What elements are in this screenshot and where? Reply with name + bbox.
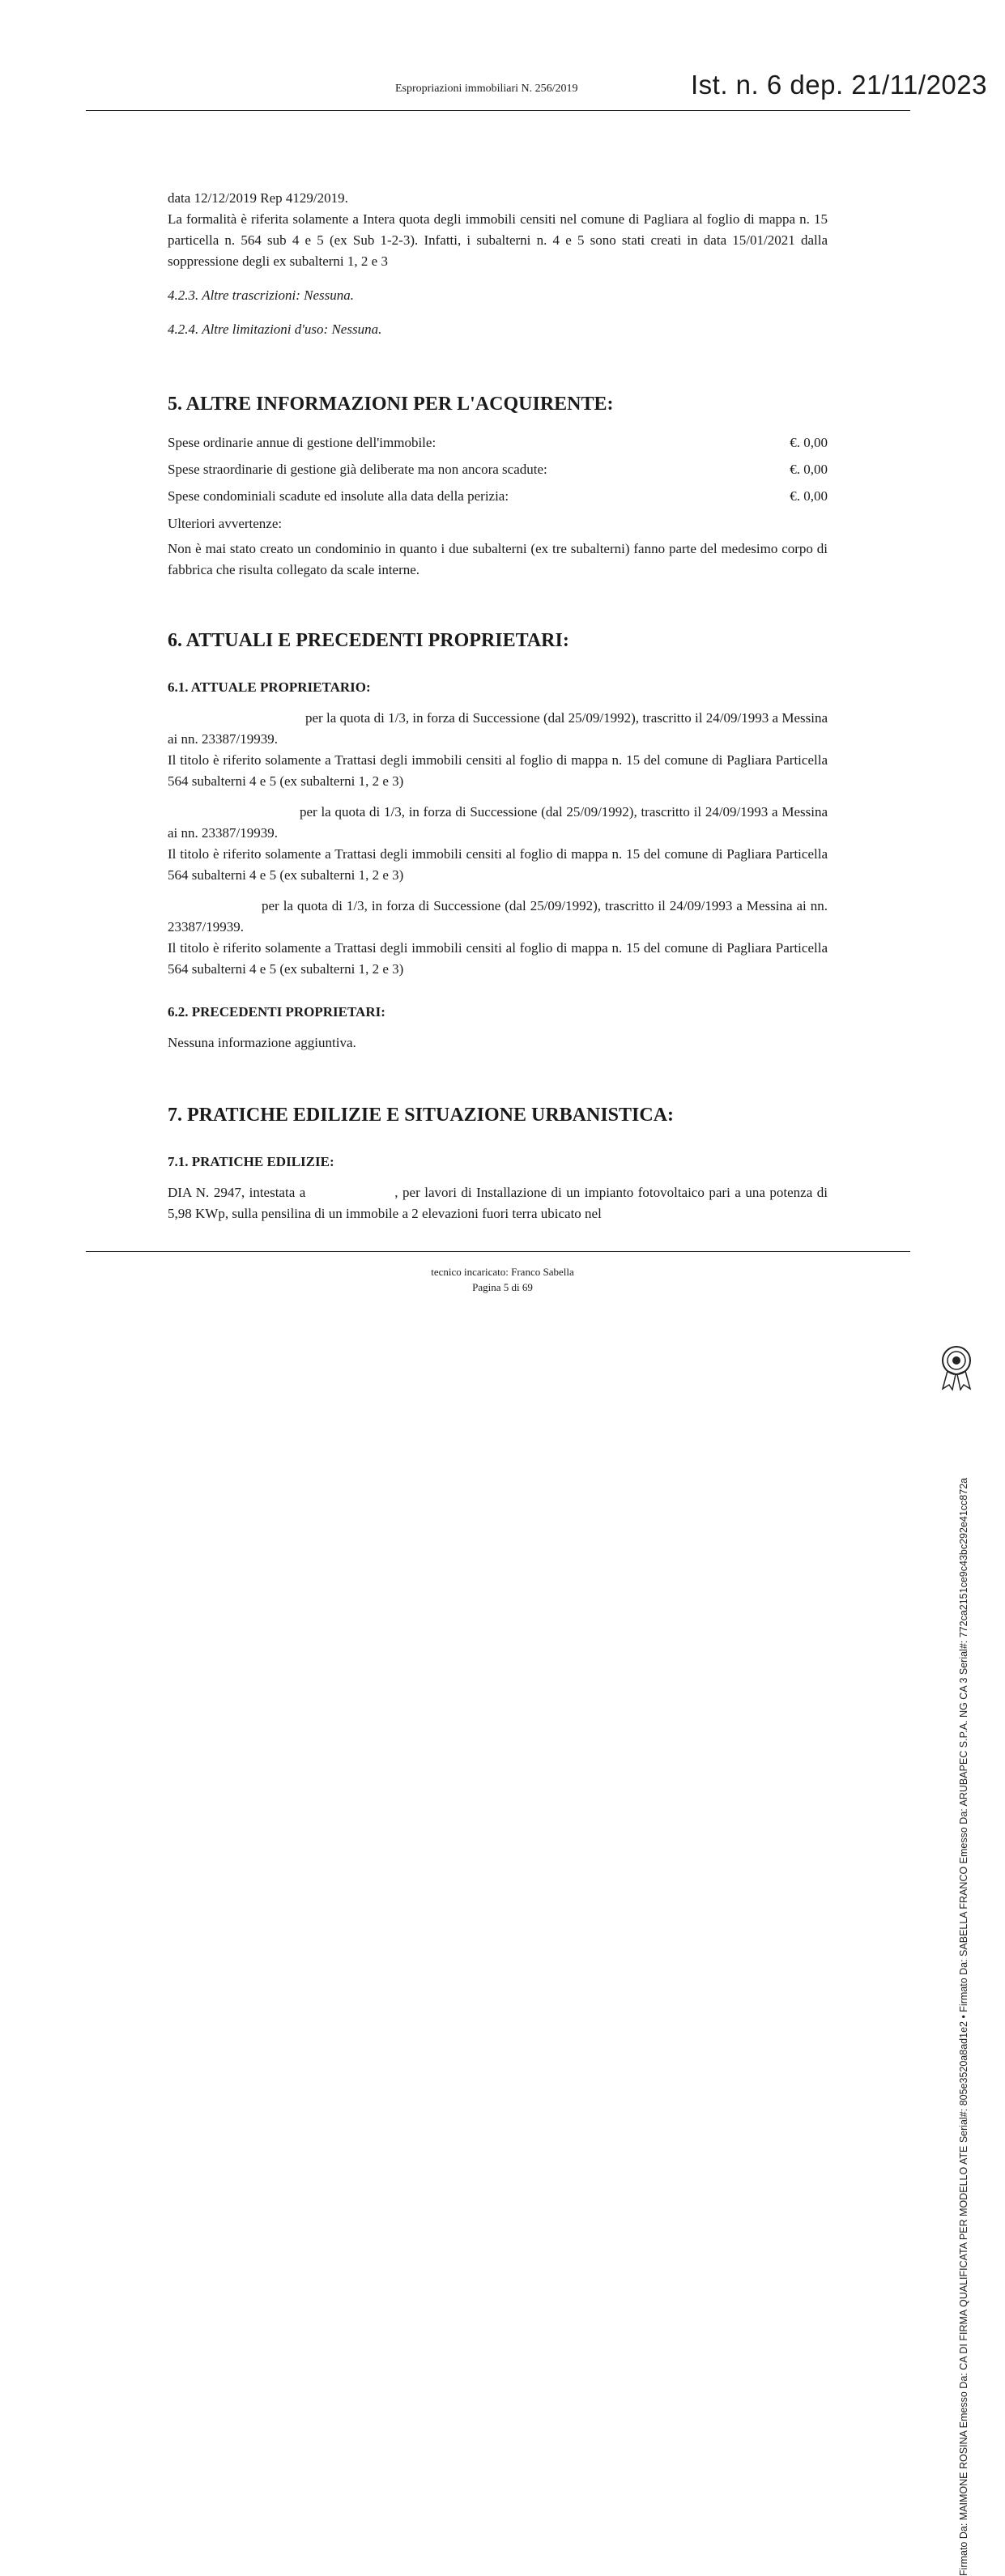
- item-4-2-3: 4.2.3. Altre trascrizioni: Nessuna.: [168, 287, 354, 303]
- owner-quota: per la quota di 1/3, in forza di Successione (dal 25/09/1992), trascritto il 24/09/1993 a Messina ai nn. 23387/19939.: [168, 804, 828, 841]
- owner-title: Il titolo è riferito solamente a Trattasi degli immobili censiti al foglio di mappa n. 15 del comune di Pagliara Particella 564 subalterni 4 e 5 (ex subalterni 1, 2 e 3): [168, 752, 828, 789]
- owner-entry: [168, 708, 828, 792]
- intro-block: [168, 188, 828, 272]
- digital-signature-strip: [954, 69, 973, 2576]
- intro-paragraph: La formalità è riferita solamente a Intera quota degli immobili censiti nel comune di Pagliara al foglio di mappa n. 15 particella n. 564 sub 4 e 5 (ex Sub 1-2-3). Infatti, i subalterni n. 4 e 5 sono stati creati in data 15/01/2021 dalla soppressione degli ex subalterni 1, 2 e 3: [168, 211, 828, 269]
- warnings-text: Non è mai stato creato un condominio in quanto i due subalterni (ex tre subalterni) fanno parte del medesimo corpo di fabbrica che risulta collegato da scale interne.: [168, 541, 828, 577]
- dia-description: , per lavori di Installazione di un impianto fotovoltaico pari a una potenza di 5,98 KWp, sulla pensilina di un immobile a 2 elevazioni fuori terra ubicato nel: [168, 1185, 828, 1221]
- expenses-list: [168, 432, 828, 513]
- footer-page-number: Pagina 5 di 69: [472, 1281, 533, 1293]
- item-4-2-4: 4.2.4. Altre limitazioni d'uso: Nessuna.: [168, 321, 382, 337]
- expense-value: €. 0,00: [790, 488, 828, 504]
- intro-date-line: data 12/12/2019 Rep 4129/2019.: [168, 190, 348, 206]
- owner-title: Il titolo è riferito solamente a Trattasi degli immobili censiti al foglio di mappa n. 15 del comune di Pagliara Particella 564 subalterni 4 e 5 (ex subalterni 1, 2 e 3): [168, 846, 828, 883]
- dia-number: DIA N. 2947,: [168, 1185, 245, 1200]
- further-warnings: [168, 513, 828, 581]
- expense-label: Spese straordinarie di gestione già deliberate ma non ancora scadute:: [168, 462, 547, 477]
- building-practices-heading: 7.1. PRATICHE EDILIZIE:: [168, 1154, 334, 1169]
- expense-value: €. 0,00: [790, 462, 828, 477]
- dia-paragraph: [168, 1182, 828, 1224]
- expense-label: Spese condominiali scadute ed insolute alla data della perizia:: [168, 488, 509, 504]
- owner-title: Il titolo è riferito solamente a Trattasi degli immobili censiti al foglio di mappa n. 15 del comune di Pagliara Particella 564 subalterni 4 e 5 (ex subalterni 1, 2 e 3): [168, 940, 828, 977]
- expense-row: [168, 432, 828, 459]
- owner-quota: per la quota di 1/3, in forza di Successione (dal 25/09/1992), trascritto il 24/09/1993 a Messina ai nn. 23387/19939.: [168, 710, 828, 747]
- owner-entry: [168, 802, 828, 886]
- dia-intestata: intestata a: [249, 1185, 306, 1200]
- signature-seal-icon: [938, 1344, 975, 1391]
- deposit-stamp: Ist. n. 6 dep. 21/11/2023: [691, 70, 987, 100]
- page-footer: [0, 1264, 1005, 1295]
- section-6-heading: 6. ATTUALI E PRECEDENTI PROPRIETARI:: [168, 630, 569, 651]
- expense-row: [168, 459, 828, 486]
- header-rule: [86, 110, 910, 111]
- owner-entry: [168, 896, 828, 980]
- expense-label: Spese ordinarie annue di gestione dell'immobile:: [168, 435, 436, 450]
- footer-rule: [86, 1251, 910, 1252]
- expense-row: [168, 486, 828, 513]
- digital-signature-text: Firmato Da: MAIMONE ROSINA Emesso Da: CA DI FIRMA QUALIFICATA PER MODELLO ATE Serial#: 805e3520a8ad1e2 • Firmato Da: SABELLA FRANCO Emesso Da: ARUBAPEC S.P.A. NG CA 3 Serial#: 772ca2151ce9c43bc292e41cc872a: [958, 1477, 969, 2576]
- document-header-title: Espropriazioni immobiliari N. 256/2019: [395, 83, 578, 95]
- previous-owners-text: Nessuna informazione aggiuntiva.: [168, 1035, 356, 1050]
- warnings-label: Ulteriori avvertenze:: [168, 516, 283, 531]
- previous-owners-heading: 6.2. PRECEDENTI PROPRIETARI:: [168, 1004, 385, 1020]
- owner-quota: per la quota di 1/3, in forza di Successione (dal 25/09/1992), trascritto il 24/09/1993 a Messina ai nn. 23387/19939.: [168, 898, 828, 935]
- footer-technician: tecnico incaricato: Franco Sabella: [431, 1266, 574, 1278]
- section-7-heading: 7. PRATICHE EDILIZIE E SITUAZIONE URBANISTICA:: [168, 1105, 675, 1126]
- current-owner-heading: 6.1. ATTUALE PROPRIETARIO:: [168, 679, 371, 695]
- section-5-heading: 5. ALTRE INFORMAZIONI PER L'ACQUIRENTE:: [168, 394, 614, 415]
- expense-value: €. 0,00: [790, 435, 828, 450]
